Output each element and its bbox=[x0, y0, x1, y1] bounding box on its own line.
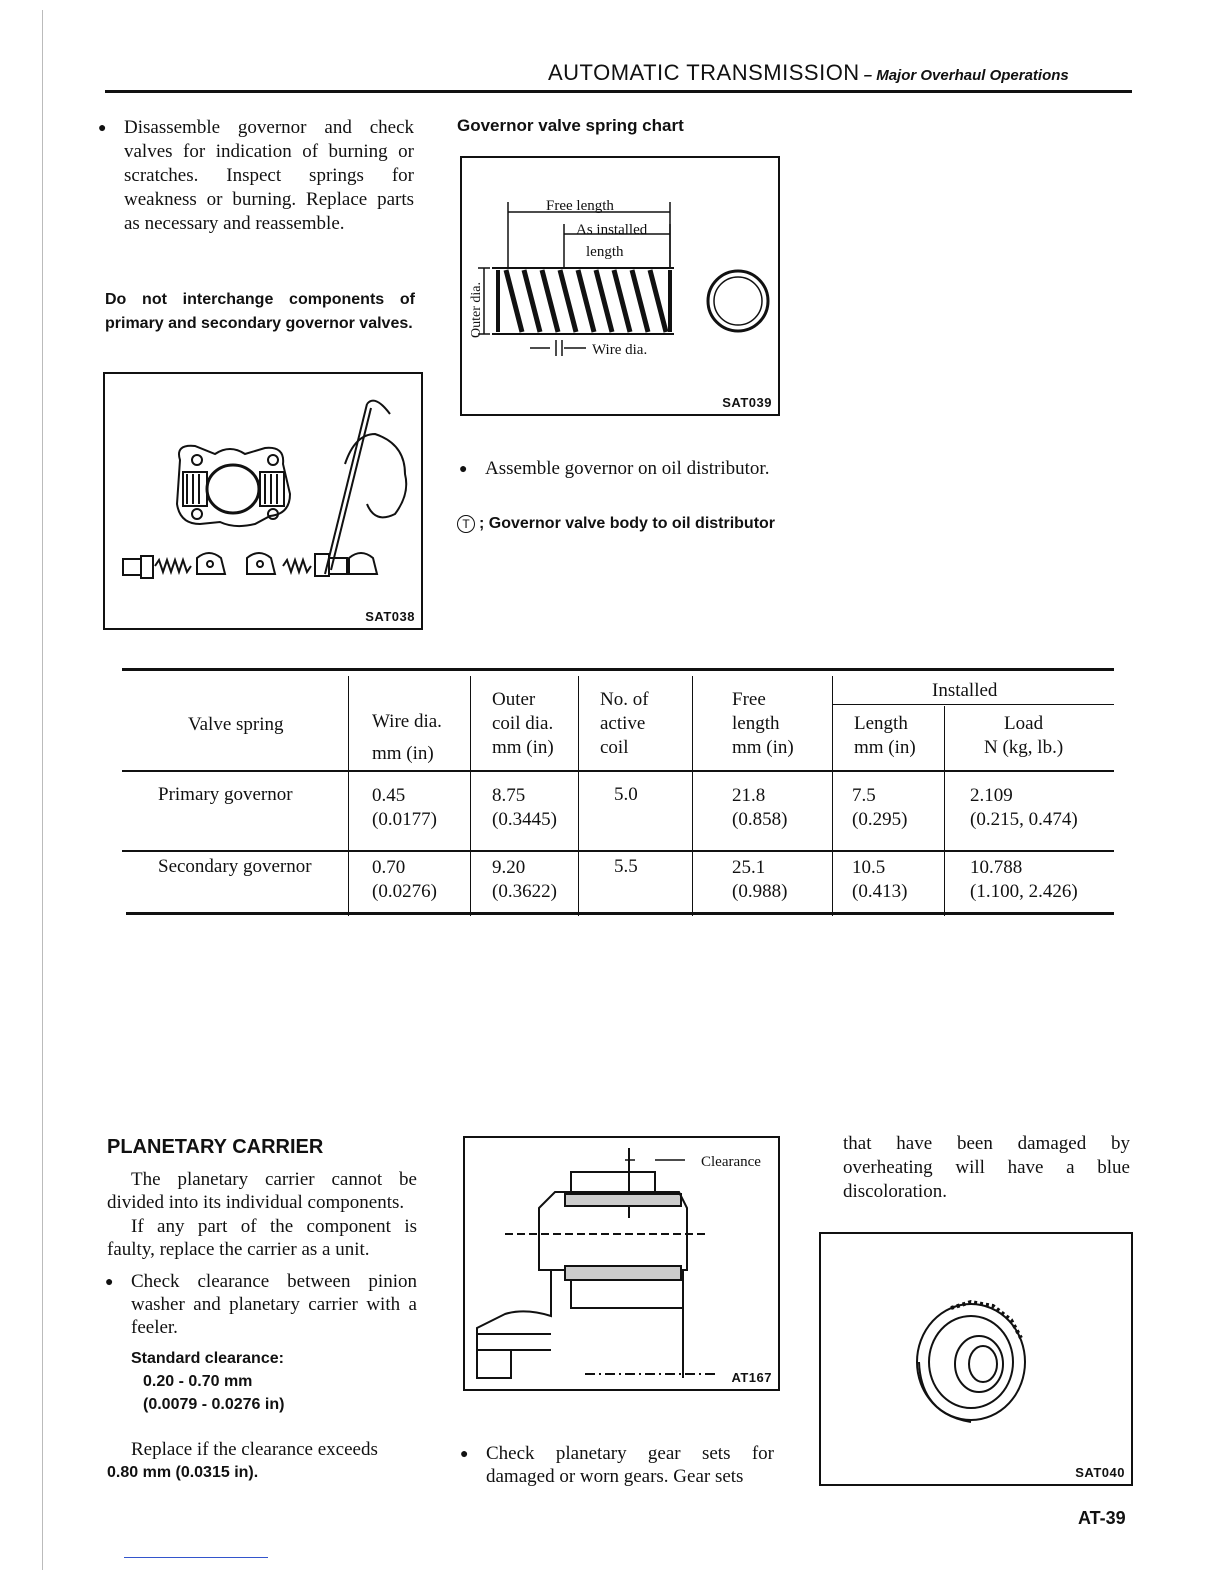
assemble-governor-text: ● Assemble governor on oil distributor. bbox=[485, 456, 775, 481]
check-gear-sets-text: ● Check planetary gear sets for damaged or worn gears. Gear sets bbox=[486, 1442, 774, 1488]
governor-figure bbox=[103, 372, 423, 630]
torque-symbol: T bbox=[462, 517, 470, 532]
gear-set-figure bbox=[819, 1232, 1133, 1486]
installed-rule bbox=[832, 704, 1114, 705]
cell: (0.295) bbox=[852, 809, 908, 830]
replace-value: 0.80 mm (0.0315 in). bbox=[107, 1464, 259, 1481]
cell: (0.413) bbox=[852, 881, 908, 902]
figure-label-at167: AT167 bbox=[731, 1370, 772, 1385]
th-inst-load-2: N (kg, lb.) bbox=[984, 737, 1064, 758]
row-secondary-name: Secondary governor bbox=[158, 856, 312, 877]
torque-icon bbox=[457, 515, 475, 533]
col-rule bbox=[470, 676, 471, 916]
as-installed-label: As installed bbox=[576, 222, 648, 238]
header-rule bbox=[105, 90, 1132, 93]
th-inst-length-1: Length bbox=[854, 713, 908, 734]
gear-set-illustration bbox=[821, 1234, 1131, 1484]
check-clearance-text: ● Check clearance between pinion washer and planetary carrier with a feeler. bbox=[131, 1270, 417, 1339]
th-valve-spring: Valve spring bbox=[188, 714, 284, 735]
cell: 2.109 bbox=[970, 785, 1013, 806]
th-inst-length-2: mm (in) bbox=[854, 737, 916, 758]
cell: (1.100, 2.426) bbox=[970, 881, 1078, 902]
th-outer-coil-3: mm (in) bbox=[492, 737, 554, 758]
cell: (0.858) bbox=[732, 809, 788, 830]
figure-label-sat040: SAT040 bbox=[1075, 1465, 1125, 1480]
row-primary-wire bbox=[372, 784, 437, 832]
row-secondary-coil: 5.5 bbox=[614, 856, 638, 877]
row-secondary-length bbox=[852, 856, 907, 904]
installed-length-label: length bbox=[586, 244, 624, 260]
clearance-label: Clearance bbox=[701, 1154, 761, 1170]
replace-text: Replace if the clearance exceeds bbox=[131, 1439, 378, 1460]
row-rule bbox=[122, 850, 1114, 852]
col-rule bbox=[692, 676, 693, 916]
cell: (0.215, 0.474) bbox=[970, 809, 1078, 830]
col-rule bbox=[348, 676, 349, 916]
th-active-coil-1: No. of bbox=[600, 689, 649, 710]
cell: 10.788 bbox=[970, 857, 1023, 878]
cell: (0.0177) bbox=[372, 809, 437, 830]
planetary-heading: PLANETARY CARRIER bbox=[107, 1136, 324, 1158]
th-inst-load bbox=[984, 712, 1063, 760]
col-rule bbox=[578, 676, 579, 916]
cell: 25.1 bbox=[732, 857, 766, 878]
cell: (0.3445) bbox=[492, 809, 557, 830]
row-primary-outer bbox=[492, 784, 557, 832]
th-active-coil-3: coil bbox=[600, 737, 629, 758]
header-bottom-rule bbox=[122, 770, 1114, 772]
disassemble-paragraph: ● Disassemble governor and check valves for indication of burning or scratches. Inspect springs for weakness or burning. Replace parts as necessary and reassemble. bbox=[124, 116, 414, 236]
th-active-coil bbox=[600, 688, 649, 760]
governor-illustration bbox=[105, 374, 421, 628]
row-secondary-free bbox=[732, 856, 787, 904]
free-length-label: Free length bbox=[546, 198, 614, 214]
th-outer-coil-2: coil dia. bbox=[492, 713, 554, 734]
cell: 0.45 bbox=[372, 785, 406, 806]
page-header bbox=[548, 60, 1133, 94]
cell: 7.5 bbox=[852, 785, 876, 806]
standard-clearance-mm: 0.20 - 0.70 mm bbox=[143, 1373, 253, 1390]
cell: (0.3622) bbox=[492, 881, 557, 902]
row-secondary-outer bbox=[492, 856, 557, 904]
row-primary-name: Primary governor bbox=[158, 784, 293, 805]
row-secondary-wire bbox=[372, 856, 437, 904]
standard-clearance-label: Standard clearance: bbox=[131, 1350, 284, 1367]
header-subtitle: – Major Overhaul Operations bbox=[863, 67, 1069, 84]
row-secondary-load bbox=[970, 856, 1078, 904]
figure-label-sat038: SAT038 bbox=[365, 609, 415, 624]
th-inst-load-1: Load bbox=[1004, 713, 1044, 734]
table-bottom-rule bbox=[126, 912, 1114, 915]
page-number: AT-39 bbox=[1078, 1508, 1126, 1528]
cell: 21.8 bbox=[732, 785, 766, 806]
standard-clearance-in: (0.0079 - 0.0276 in) bbox=[143, 1396, 285, 1413]
binding-margin-line bbox=[42, 10, 43, 1570]
row-primary-length bbox=[852, 784, 907, 832]
row-primary-free bbox=[732, 784, 787, 832]
th-outer-coil-1: Outer bbox=[492, 689, 536, 710]
planetary-para-1: The planetary carrier cannot be divided into its individual components. bbox=[107, 1169, 417, 1213]
th-wire-dia-1: Wire dia. bbox=[372, 711, 442, 732]
th-free-length bbox=[732, 688, 794, 760]
footer-link-line bbox=[124, 1557, 268, 1558]
overheating-text: that have been damaged by overheating will have a blue discoloration. bbox=[843, 1133, 1130, 1202]
interchange-note: Do not interchange components of primary and secondary governor valves. bbox=[105, 291, 415, 332]
outer-dia-label: Outer dia. bbox=[469, 282, 484, 338]
th-outer-coil bbox=[492, 688, 554, 760]
table-top-rule bbox=[122, 668, 1114, 671]
carrier-section-illustration bbox=[465, 1138, 778, 1389]
col-rule bbox=[832, 676, 833, 916]
cell: 10.5 bbox=[852, 857, 886, 878]
th-installed: Installed bbox=[932, 680, 998, 701]
cell: (0.0276) bbox=[372, 881, 437, 902]
cell: 9.20 bbox=[492, 857, 526, 878]
cell: 8.75 bbox=[492, 785, 526, 806]
th-wire-dia bbox=[372, 706, 442, 770]
col-rule bbox=[944, 706, 945, 916]
header-title: AUTOMATIC TRANSMISSION bbox=[548, 60, 860, 85]
planetary-para-2: If any part of the component is faulty, replace the carrier as a unit. bbox=[107, 1216, 417, 1260]
th-active-coil-2: active bbox=[600, 713, 646, 734]
th-free-length-3: mm (in) bbox=[732, 737, 794, 758]
spring-illustration bbox=[462, 158, 778, 414]
th-inst-length bbox=[854, 712, 916, 760]
spring-chart-title: Governor valve spring chart bbox=[457, 116, 684, 135]
spring-diagram bbox=[460, 156, 780, 416]
cell: 0.70 bbox=[372, 857, 406, 878]
figure-label-sat039: SAT039 bbox=[722, 395, 772, 410]
row-primary-load bbox=[970, 784, 1078, 832]
th-free-length-2: length bbox=[732, 713, 780, 734]
th-wire-dia-2: mm (in) bbox=[372, 743, 434, 764]
torque-text: ; Governor valve body to oil distributor bbox=[479, 515, 776, 532]
cell: (0.988) bbox=[732, 881, 788, 902]
wire-dia-label: Wire dia. bbox=[592, 342, 648, 358]
torque-note bbox=[457, 512, 777, 536]
row-primary-coil: 5.0 bbox=[614, 784, 638, 805]
th-free-length-1: Free bbox=[732, 689, 766, 710]
planetary-carrier-figure bbox=[463, 1136, 780, 1391]
